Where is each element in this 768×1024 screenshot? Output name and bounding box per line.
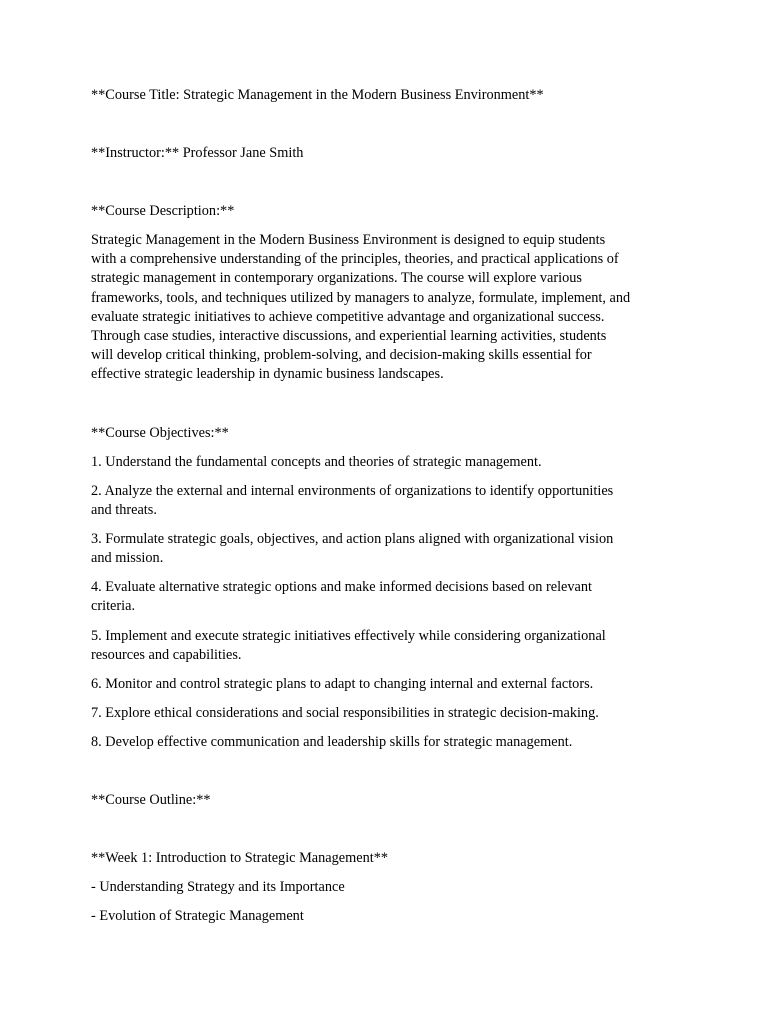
objectives-heading: **Course Objectives:**: [91, 425, 229, 441]
outline-list-item: - Understanding Strategy and its Importance: [91, 879, 345, 895]
objective-item: [91, 482, 691, 520]
objective-line: 4. Evaluate alternative strategic options and make informed decisions based on relevant: [91, 579, 593, 595]
objective-line: 6. Monitor and control strategic plans to adapt to changing internal and external factors.: [91, 676, 594, 692]
objective-item: [91, 627, 691, 665]
objective-item: [91, 530, 691, 568]
objective-line: 2. Analyze the external and internal environments of organizations to identify opportunities: [91, 483, 614, 499]
description-line: evaluate strategic initiatives to achieve competitive advantage and organizational success.: [91, 308, 605, 325]
description-line: effective strategic leadership in dynamic business landscapes.: [91, 366, 444, 383]
description-heading: **Course Description:**: [91, 203, 235, 219]
objective-line: and mission.: [91, 550, 164, 567]
objective-line: 8. Develop effective communication and leadership skills for strategic management.: [91, 734, 573, 750]
objective-line: 3. Formulate strategic goals, objectives, and action plans aligned with organizational vision: [91, 531, 614, 547]
objective-item: [91, 733, 691, 752]
description-line: Through case studies, interactive discussions, and experiential learning activities, students: [91, 328, 607, 345]
objective-line: resources and capabilities.: [91, 647, 242, 664]
objective-line: 1. Understand the fundamental concepts and theories of strategic management.: [91, 454, 542, 470]
objective-line: criteria.: [91, 598, 136, 615]
week1-heading: **Week 1: Introduction to Strategic Management**: [91, 850, 389, 866]
objective-line: 5. Implement and execute strategic initiatives effectively while considering organizational: [91, 628, 606, 644]
description-line: Strategic Management in the Modern Business Environment is designed to equip students: [91, 232, 606, 248]
course-title: **Course Title: Strategic Management in the Modern Business Environment**: [91, 87, 544, 103]
instructor-line: **Instructor:** Professor Jane Smith: [91, 145, 304, 161]
objective-line: and threats.: [91, 502, 157, 519]
description-paragraph: [91, 231, 691, 385]
outline-list-item: - Evolution of Strategic Management: [91, 908, 304, 924]
objective-item: [91, 453, 691, 472]
description-line: will develop critical thinking, problem-solving, and decision-making skills essential for: [91, 347, 592, 364]
description-line: with a comprehensive understanding of the principles, theories, and practical applications of: [91, 251, 619, 268]
objective-line: 7. Explore ethical considerations and social responsibilities in strategic decision-making.: [91, 705, 599, 721]
objective-item: [91, 675, 691, 694]
objective-item: [91, 578, 691, 616]
description-line: strategic management in contemporary organizations. The course will explore various: [91, 270, 582, 287]
description-line: frameworks, tools, and techniques utilized by managers to analyze, formulate, implement, and: [91, 289, 631, 306]
objective-item: [91, 704, 691, 723]
outline-heading: **Course Outline:**: [91, 792, 211, 808]
